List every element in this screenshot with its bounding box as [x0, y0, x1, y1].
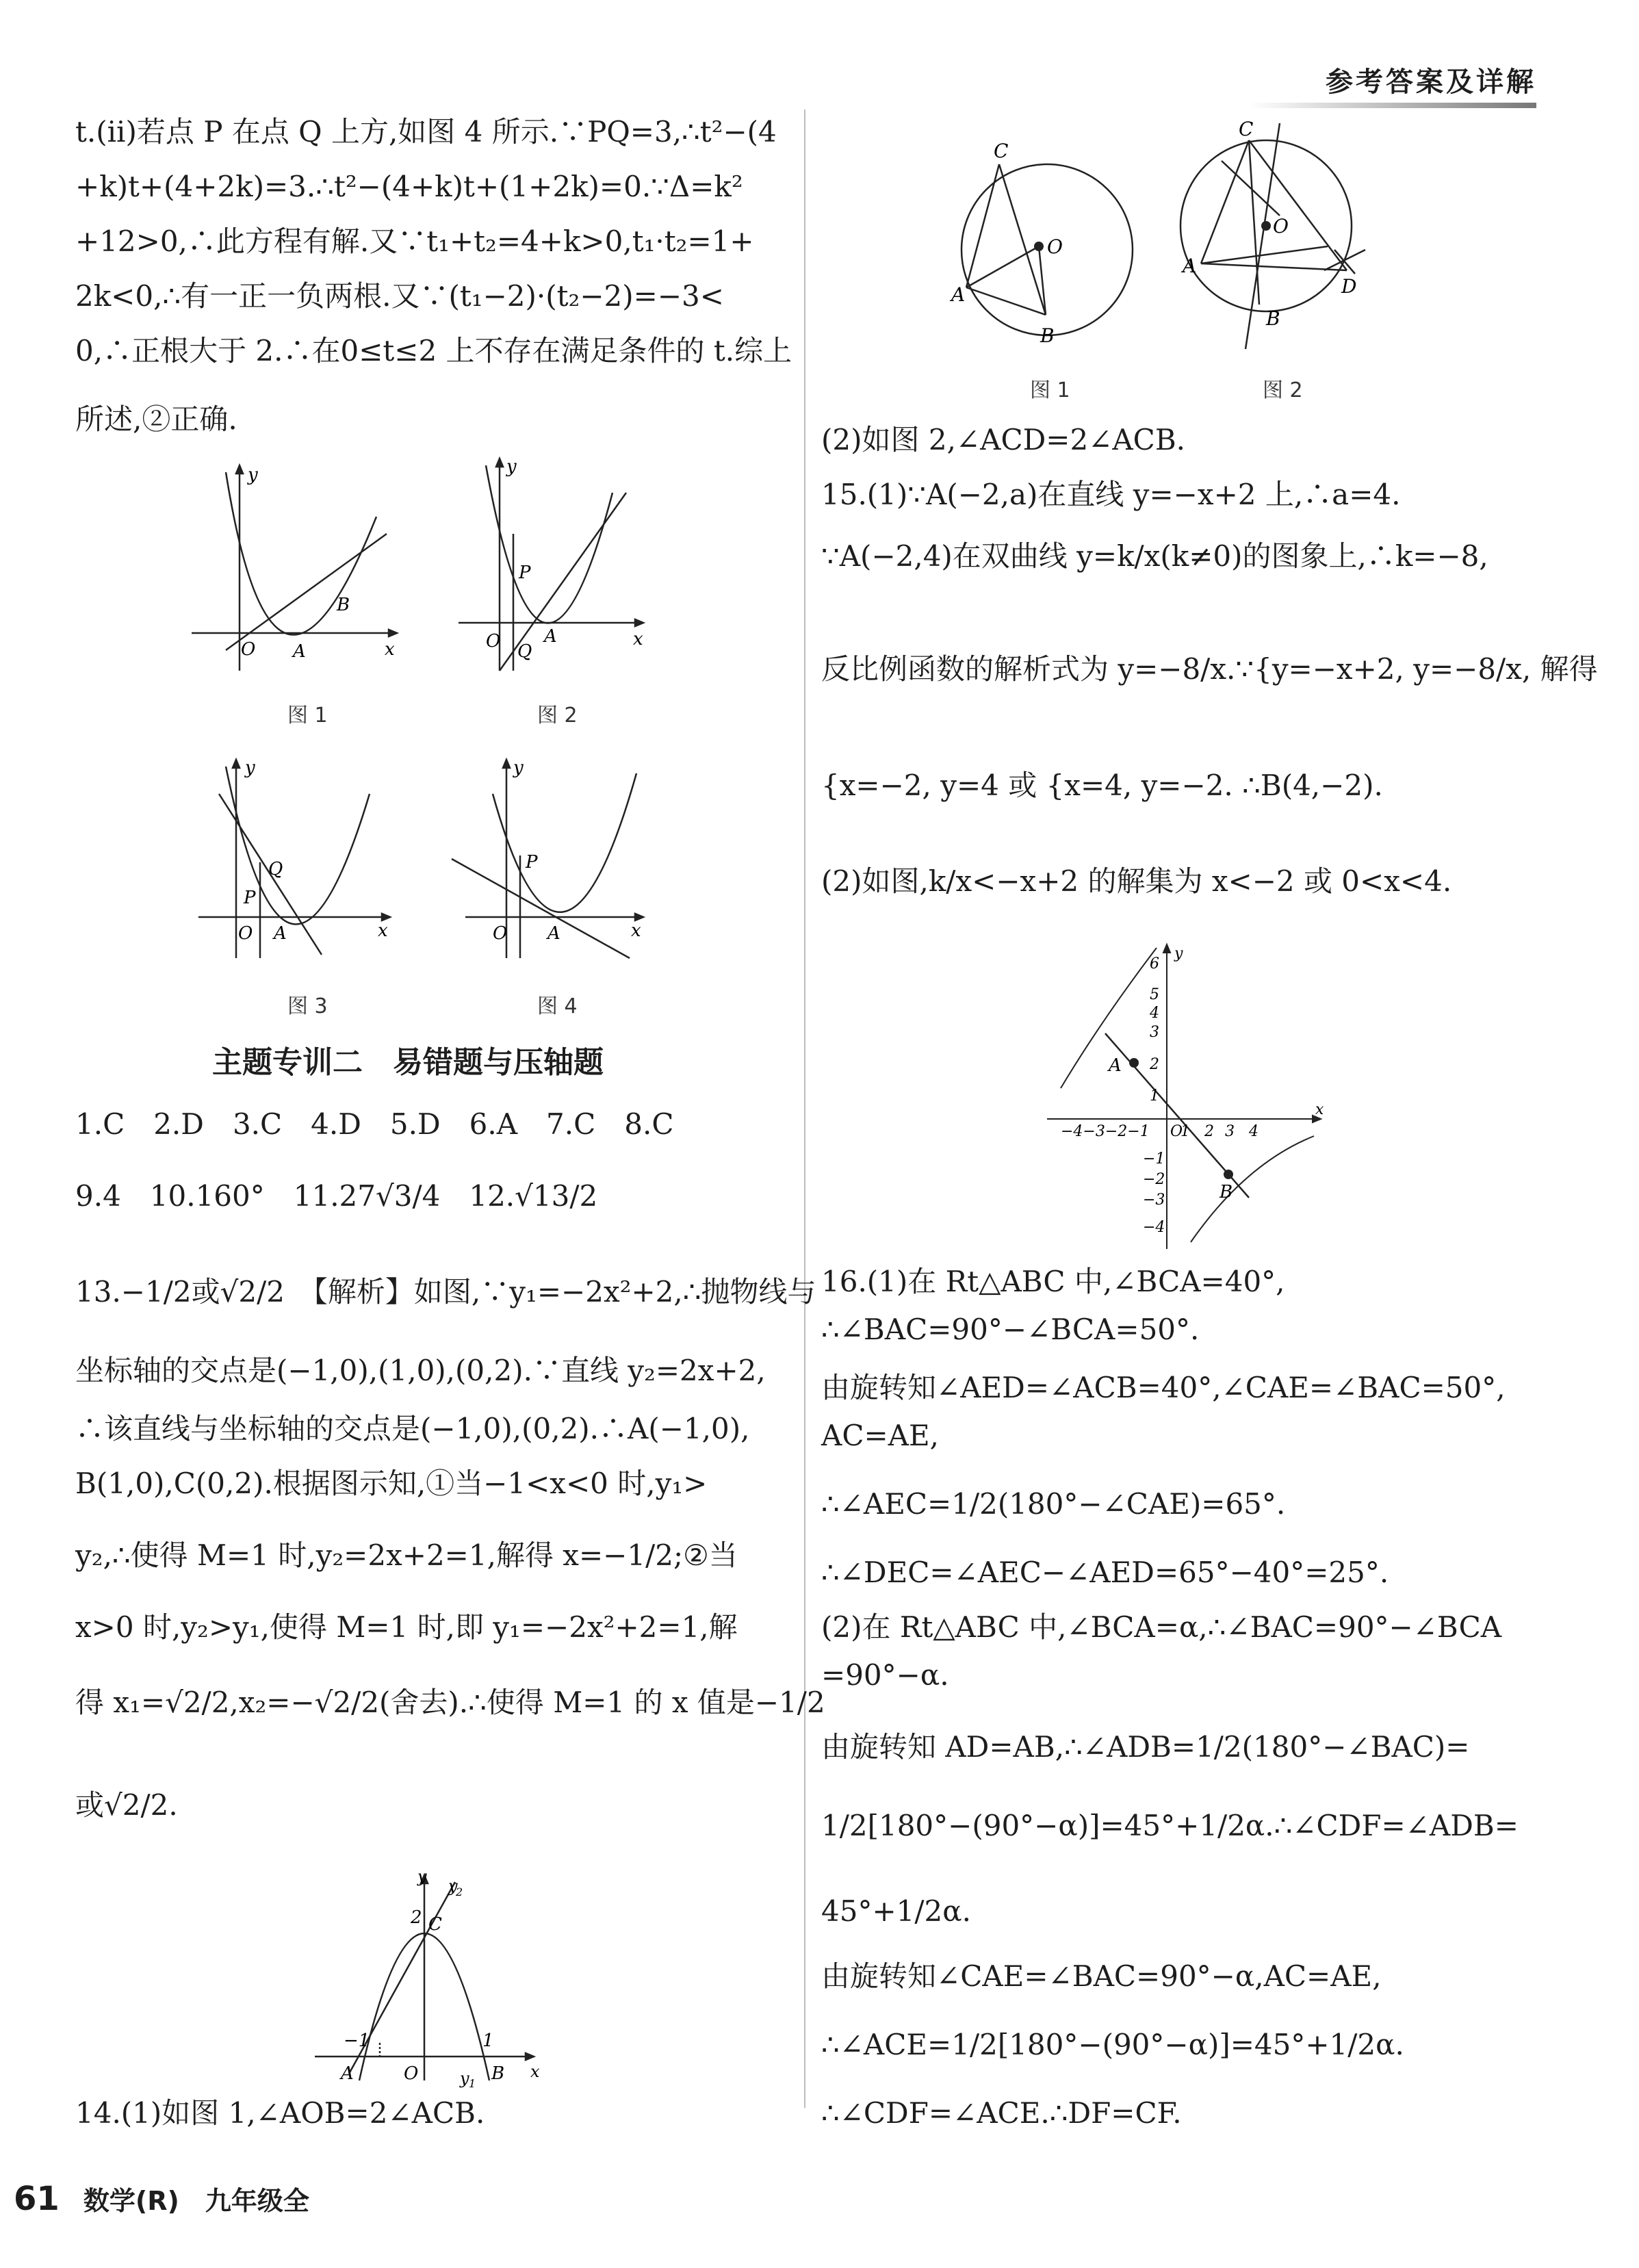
text-line: 45°+1/2α. — [821, 1894, 971, 1928]
text-line: 0,∴正根大于 2.∴在0≤t≤2 上不存在满足条件的 t.综上 — [75, 334, 792, 368]
figure-caption: 图 4 — [537, 994, 578, 1018]
section-title: 主题专训二 易错题与压轴题 — [212, 1045, 604, 1080]
hyperbola-figure — [1040, 938, 1328, 1252]
text-line: x>0 时,y₂>y₁,使得 M=1 时,即 y₁=−2x²+2=1,解 — [75, 1610, 738, 1644]
svg-text:B: B — [1266, 307, 1280, 330]
text-line: 1/2[180°−(90°−α)]=45°+1/2α.∴∠CDF=∠ADB= — [821, 1809, 1519, 1842]
header-decoration — [1249, 103, 1536, 108]
svg-text:O: O — [1273, 215, 1289, 237]
svg-text:P: P — [519, 563, 531, 583]
page-footer — [14, 2180, 309, 2218]
svg-text:y: y — [245, 758, 255, 778]
circle-figure-2 — [1170, 118, 1389, 370]
svg-text:1: 1 — [1180, 1123, 1190, 1140]
text-line: t.(ii)若点 P 在点 Q 上方,如图 4 所示.∵PQ=3,∴t²−(4 — [75, 115, 777, 149]
figure-caption: 图 2 — [1263, 378, 1303, 402]
svg-text:y: y — [460, 2069, 469, 2088]
svg-text:x: x — [1315, 1101, 1324, 1118]
text-line: ∴该直线与坐标轴的交点是(−1,0),(0,2).∴A(−1,0), — [75, 1412, 750, 1445]
text-line: (2)在 Rt△ABC 中,∠BCA=α,∴∠BAC=90°−∠BCA — [821, 1610, 1502, 1644]
svg-text:O: O — [1047, 235, 1063, 258]
text-line: ∴∠DEC=∠AEC−∠AED=65°−40°=25°. — [821, 1556, 1389, 1589]
svg-text:y: y — [417, 1867, 427, 1886]
column-divider — [804, 109, 805, 2108]
svg-text:2: 2 — [1150, 1056, 1159, 1073]
figure-caption: 图 1 — [1030, 378, 1070, 402]
text-line: ∴∠ACE=1/2[180°−(90°−α)]=45°+1/2α. — [821, 2028, 1404, 2061]
footer-subject: 数学(R) 九年级全 — [83, 2186, 309, 2216]
svg-text:1: 1 — [482, 2031, 494, 2051]
figure-caption: 图 3 — [287, 994, 328, 1018]
svg-text:B: B — [491, 2063, 505, 2084]
text-line: 15.(1)∵A(−2,a)在直线 y=−x+2 上,∴a=4. — [821, 478, 1401, 511]
text-line: 得 x₁=√2/2,x₂=−√2/2(舍去).∴使得 M=1 的 x 值是−1/2 — [75, 1686, 825, 1719]
text-line: 14.(1)如图 1,∠AOB=2∠ACB. — [75, 2096, 485, 2130]
text-line: 所述,②正确. — [75, 402, 237, 436]
text-line: (2)如图,k/x<−x+2 的解集为 x<−2 或 0<x<4. — [821, 864, 1452, 898]
text-line: 2k<0,∴有一正一负两根.又∵(t₁−2)·(t₂−2)=−3< — [75, 279, 724, 313]
svg-text:B: B — [337, 595, 350, 615]
svg-text:A: A — [293, 641, 306, 662]
text-line: 或√2/2. — [75, 1788, 178, 1822]
svg-text:A: A — [547, 923, 560, 944]
svg-text:C: C — [428, 1914, 442, 1935]
svg-text:5: 5 — [1150, 986, 1159, 1003]
svg-text:2: 2 — [456, 1885, 463, 1898]
figure-caption: 图 2 — [537, 704, 578, 727]
answers-row: 9.4 10.160° 11.27√3/4 12.√13/2 — [75, 1179, 598, 1213]
text-line: AC=AE, — [821, 1419, 939, 1452]
svg-text:x: x — [385, 639, 395, 660]
svg-text:P: P — [244, 888, 256, 908]
header-title: 参考答案及详解 — [1326, 66, 1536, 98]
parabola-figure-1 — [185, 452, 404, 678]
text-line: +k)t+(4+2k)=3.∴t²−(4+k)t+(1+2k)=0.∵Δ=k² — [75, 170, 743, 203]
svg-text:−4−3−2−1: −4−3−2−1 — [1061, 1123, 1150, 1140]
svg-text:A: A — [544, 626, 557, 647]
svg-text:A: A — [1109, 1055, 1122, 1076]
text-line: (2)如图 2,∠ACD=2∠ACB. — [821, 423, 1186, 456]
svg-text:−4: −4 — [1143, 1219, 1165, 1236]
svg-text:O: O — [238, 923, 253, 944]
svg-text:O: O — [486, 631, 501, 652]
text-line: ∴∠CDF=∠ACE.∴DF=CF. — [821, 2096, 1182, 2130]
svg-text:B: B — [1040, 324, 1055, 347]
answers-row: 1.C 2.D 3.C 4.D 5.D 6.A 7.C 8.C — [75, 1107, 674, 1141]
svg-text:A: A — [341, 2063, 354, 2084]
svg-text:O: O — [1170, 1123, 1183, 1140]
svg-text:O: O — [404, 2063, 419, 2084]
svg-text:4: 4 — [1249, 1123, 1259, 1140]
text-line: +12>0,∴此方程有解.又∵t₁+t₂=4+k>0,t₁·t₂=1+ — [75, 224, 754, 258]
circle-figure-1 — [951, 137, 1143, 363]
svg-text:Q: Q — [268, 859, 283, 879]
text-line: 反比例函数的解析式为 y=−8/x.∵{y=−x+2, y=−8/x, 解得 — [821, 652, 1598, 686]
svg-text:3: 3 — [1150, 1024, 1159, 1041]
svg-text:4: 4 — [1150, 1005, 1159, 1022]
svg-text:O: O — [241, 639, 256, 660]
svg-text:B: B — [1219, 1182, 1233, 1202]
svg-text:6: 6 — [1150, 955, 1159, 972]
text-line: B(1,0),C(0,2).根据图示知,①当−1<x<0 时,y₁> — [75, 1467, 708, 1500]
svg-text:O: O — [493, 923, 508, 944]
parabola-line-figure — [301, 1861, 547, 2090]
svg-text:D: D — [1341, 275, 1357, 298]
text-line: 13.−1/2或√2/2 【解析】如图,∵y₁=−2x²+2,∴抛物线与 — [75, 1275, 816, 1309]
text-line: 16.(1)在 Rt△ABC 中,∠BCA=40°, — [821, 1265, 1285, 1298]
svg-text:x: x — [633, 629, 643, 649]
svg-text:x: x — [378, 920, 388, 941]
svg-text:y: y — [506, 456, 517, 477]
svg-text:Q: Q — [517, 641, 532, 662]
svg-text:x: x — [631, 920, 641, 941]
svg-text:A: A — [274, 923, 287, 944]
svg-text:C: C — [1239, 118, 1254, 140]
svg-text:C: C — [994, 140, 1009, 162]
text-line: ∴∠AEC=1/2(180°−∠CAE)=65°. — [821, 1487, 1286, 1521]
svg-text:2: 2 — [1204, 1123, 1214, 1140]
text-line: y₂,∴使得 M=1 时,y₂=2x+2=1,解得 x=−1/2;②当 — [75, 1538, 738, 1572]
svg-text:x: x — [530, 2062, 540, 2081]
parabola-figure-4 — [438, 753, 657, 979]
svg-text:−3: −3 — [1143, 1191, 1165, 1209]
svg-text:P: P — [526, 852, 538, 873]
svg-text:A: A — [951, 283, 966, 306]
text-line: 由旋转知 AD=AB,∴∠ADB=1/2(180°−∠BAC)= — [821, 1730, 1470, 1764]
text-line: ∴∠BAC=90°−∠BCA=50°. — [821, 1313, 1200, 1346]
svg-text:−1: −1 — [344, 2031, 370, 2051]
svg-text:y: y — [448, 1877, 458, 1896]
parabola-figure-3 — [185, 753, 404, 979]
page-number: 61 — [14, 2180, 60, 2218]
parabola-figure-2 — [438, 452, 657, 678]
text-line: {x=−2, y=4 或 {x=4, y=−2. ∴B(4,−2). — [821, 769, 1383, 802]
text-line: 坐标轴的交点是(−1,0),(1,0),(0,2).∵直线 y₂=2x+2, — [75, 1354, 766, 1387]
figure-caption: 图 1 — [287, 704, 328, 727]
svg-text:2: 2 — [411, 1907, 422, 1928]
svg-text:y: y — [1174, 945, 1183, 962]
svg-text:3: 3 — [1225, 1123, 1235, 1140]
svg-text:1: 1 — [1150, 1087, 1159, 1105]
text-line: 由旋转知∠CAE=∠BAC=90°−α,AC=AE, — [821, 1959, 1382, 1993]
text-line: ∵A(−2,4)在双曲线 y=k/x(k≠0)的图象上,∴k=−8, — [821, 539, 1488, 573]
svg-text:y: y — [513, 758, 524, 778]
text-line: =90°−α. — [821, 1658, 949, 1692]
svg-text:A: A — [1183, 255, 1197, 277]
svg-text:−2: −2 — [1143, 1171, 1165, 1188]
svg-text:1: 1 — [469, 2077, 476, 2090]
svg-text:−1: −1 — [1143, 1150, 1165, 1168]
text-line: 由旋转知∠AED=∠ACB=40°,∠CAE=∠BAC=50°, — [821, 1371, 1506, 1404]
svg-text:y: y — [248, 465, 258, 485]
